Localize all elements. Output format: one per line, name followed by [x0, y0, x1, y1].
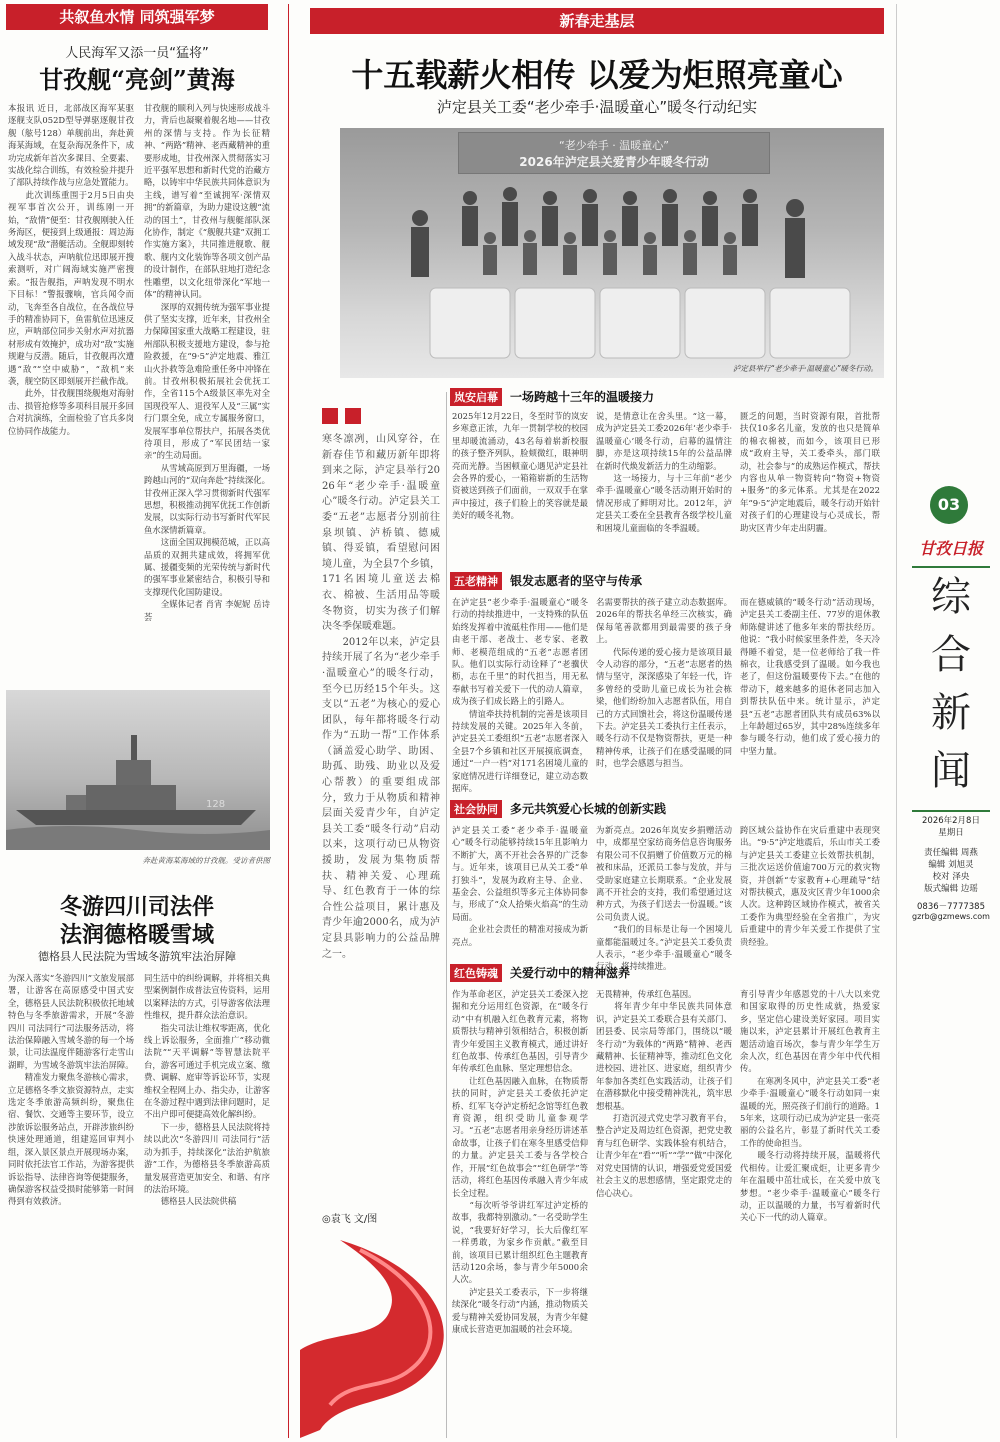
section-char-2: 合 [931, 632, 971, 678]
warship-icon [6, 690, 270, 850]
section-1-col3: 匮乏的问题，当时资源有限，首批帮扶仅10多名儿童，发放的也只是简单的棉衣棉被，而如今，该项目已形成“政府主导，关工委牵头，部门联动，社会参与”的成熟运作模式，帮扶内容也从单一物资转向“物资+物资+服务”的多元体系。尤其是在2022年“9·5”泸定地震后，暖冬行动开始针对孩子们的心理建设与心灵成长，帮助灾区青少年走出阴霾。 [740, 411, 880, 533]
left-divider [288, 4, 289, 1438]
issue-date: 2026年2月8日 [922, 816, 980, 826]
layout-credit: 编辑 刘旭灵 [928, 860, 974, 870]
section-1-title: 一场跨越十三年的温暖接力 [510, 390, 655, 404]
section-1-tag: 岚安启幕 [450, 388, 502, 406]
right-banner: 新春走基层 [310, 8, 884, 34]
section-4 [450, 962, 886, 982]
section-2-col2: 名需要帮扶的孩子建立动态数据库。2026年的帮扶名单经三次核实，确保每笔善款都用到最需要的孩子身上。 代际传递的爱心接力是该项目最令人动容的部分，“五老”志愿者的热情与坚守，深深感染了年轻一代，许多曾经的受助儿童已成长为社会栋梁，他们纷纷加入志愿者队伍，用自己的方式回馈社会，将这份温暖传递下去。泸定县关工委执行主任表示，暖冬行动不仅是物资帮扶，更是一种精神传承，让孩子们在感受温暖的同时，也学会感恩与担当。 [596, 597, 732, 769]
section-3-title: 多元共筑爱心长城的创新实践 [510, 802, 667, 816]
warship-photo [6, 690, 270, 850]
warship-caption: 奔赴黄海某海域的甘孜舰。受访者供图 [142, 856, 270, 865]
section-3-col1: 泸定县关工委“老少牵手·温暖童心”暖冬行动能够持续15年且影响力不断扩大，离不开社会各界的广泛参与。近年来，该项目已从关工委“单打独斗”，发展为政府主导、企业、基金会、公益组织等多元主体协同参与，形成了“众人拾柴火焰高”的生动局面。 企业社会责任的精准对接成为新亮点。 [452, 825, 588, 947]
section-char-4: 闻 [931, 748, 971, 794]
section-1 [450, 386, 886, 406]
section-4-title: 关爱行动中的精神滋养 [510, 966, 631, 980]
paper-name: 甘孜日报 [918, 539, 983, 558]
proofreader-credit: 校对 泽央 [932, 872, 970, 882]
left-headline2-line1: 冬游四川司法伴 [59, 894, 214, 920]
left-subhead: 人民海军又添一员“猛将” [65, 46, 209, 61]
main-subhead: 泸定县关工委“老少牵手·温暖童心”暖冬行动纪实 [436, 98, 758, 116]
newsroom-email[interactable]: gzrb@gzmews.com [912, 912, 990, 921]
section-4-col2: 无畏精神，传承红色基因。 将年青少年中华民族共同体意识，泸定县关工委联合县有关部门、团县委、民宗局等部门，围绕以“暖冬行动”为载体的“两路”精神、老西藏精神、长征精神等，推动红色文化进校园、进社区、进家庭，组织青少年参加各类红色实践活动，让孩子们在潜移默化中接受精神洗礼，筑牢思想根基。 打造沉浸式党史学习教育平台，整合泸定及周边红色资源，把党史教育与红色研学、实践体验有机结合，让青少年在“看”“听”“学”“做”中深化对党史国情的认识，增强爱党爱国爱社会主义的思想感情，坚定跟党走的信心决心。 [596, 989, 732, 1198]
left-banner: 共叙鱼水情 同筑强军梦 [6, 4, 268, 30]
page-number: 03 [930, 486, 968, 524]
lead-text: 寒冬凛冽，山风穿谷，在新春佳节和藏历新年即将到来之际，泸定县举行2026年“老少牵手·温暖童心”暖冬行动。泸定县关工委“五老”志愿者分别前往泉坝镇、泸桥镇、德威镇、得妥镇，看望慰问困境儿童，为全县7个乡镇，171名困境儿童送去棉衣、棉被、生活用品等暖冬物资，切实为孩子们解决冬季保暖难题。 2012年以来，泸定县持续开展了名为“老少牵手·温暖童心”的暖冬行动，至今已历经15个年头。这支以“五老”为核心的爱心团队，每年都将暖冬行动作为“五助一帮”工作体系（涵盖爱心助学、助困、助孤、助残、助业以及爱心帮教）的重要组成部分，致力于从物质和精神层面关爱青少年，自泸定县关工委“暖冬行动”启动以来，这项行动已从物资援助，发展为集物质帮扶、精神关爱、心理疏导、红色教育于一体的综合性公益项目，累计惠及青少年逾2000名，成为泸定县具影响力的公益品牌之一。 [322, 434, 440, 960]
editor-credit: 责任编辑 周燕 [924, 848, 978, 858]
section-name [912, 566, 990, 812]
section-2-col1: 在泸定县“老少牵手·温暖童心”暖冬行动的持续推进中，一支特殊的队伍始终发挥着中流砥柱作用——他们是由老干部、老战士、老专家、老教师、老模范组成的“五老”志愿者团队。他们以实际行动诠释了“老骥伏枥，志在千里”的时代担当，用无私奉献书写着关爱下一代的动人篇章，成为孩子们成长路上的引路人。 情谊牵扶持机制的完善是该项目持续发展的关键。2025年入冬前，泸定县关工委组织“五老”志愿者深入全县7个乡镇和社区开展摸底调查，通过“一户一档”对171名困境儿童的家庭情况进行详细登记，建立动态数据库。 [452, 597, 588, 794]
section-1-col1: 2025年12月22日，冬至时节的岚安乡寒意正浓，九年一贯制学校的校园里却暖流涌动，43名每着崭新校服的孩子整齐列队，脸颊微红，眼神明亮而光静。当困顿童心遇见泸定县社会各界的爱心，一箱箱崭新的生活物资被送到孩子们面前，一双双手在掌声中接过，孩子们脸上的笑容就是最美好的暖冬礼物。 [452, 411, 588, 521]
section-2-title: 银发志愿者的坚守与传承 [510, 574, 643, 588]
section-4-col3: 育引导青少年感恩党的十八大以来党和国家取得的历史性成就，热爱家乡，坚定信心建设美好家园。项目实施以来，泸定县累计开展红色教育主题活动逾百场次，参与青少年学生万余人次，红色基因在青少年中代代相传。 在寒冽冬风中，泸定县关工委“老少牵手·温暖童心”暖冬行动如同一束温暖的光，照亮孩子们前行的道路。15年来，这项行动已成为泸定县一张亮丽的公益名片，彰显了新时代关工委工作的使命担当。 暖冬行动将持续开展，温暖将代代相传。让爱汇聚成炬，让更多青少年在温暖中茁壮成长，在关爱中放飞梦想。“老少牵手·温暖童心”暖冬行动，正以温暖的力量，书写着新时代关心下一代的动人篇章。 [740, 989, 880, 1223]
left-article2-col2: 同生活中的纠纷调解，并将相关典型案例制作成普法宣传资料，运用以案释法的方式，引导游客依法理性维权，提升群众法治意识。 指尖司法让维权零距离，优化线上诉讼服务，全面推广“移动微法院”“天平调解”等智慧法院平台，游客可通过手机完成立案、缴费、调解、庭审等诉讼环节，实现维权全程网上办、指尖办，让游客在冬游过程中遇到法律问题时，足不出户即可便捷高效化解纠纷。 下一步，德格县人民法院将持续以此次“冬游四川 司法同行”活动为抓手，持续深化“法治护航旅游”工作，为德格县冬季旅游高质量发展营造更加安全、和谐、有序的法治环境。 德格县人民法院供稿 [144, 973, 270, 1207]
left-article2-col1: 为深入落实“冬游四川”文旅发展部署，让游客在高原感受中国式安全，德格县人民法院积极依托地域特色与冬季旅游需求，开展“冬游四川 司法同行”司法服务活动，将法治保障融入雪域冬游的每一个场景，让司法温度伴随游客行走雪山湖畔，为雪域冬游筑牢法治屏障。 精准发力聚焦冬游核心需求，立足德格冬季文旅资源特点，走实选定冬季旅游高频纠纷，聚焦住宿、餐饮、交通等主要环节，设立涉旅诉讼服务站点，开辟涉旅纠纷快速处理通道，组建巡回审判小组，深入景区景点开展现场办案，同时依托法官工作站，为游客提供诉讼指导、法律咨询等便捷服务，确保游客权益受损时能够第一时间得到有效救济。 [8, 973, 134, 1207]
section-char-3: 新 [931, 690, 971, 736]
left-subhead2: 德格县人民法院为雪域冬游筑牢法治屏障 [38, 950, 236, 963]
section-3 [450, 798, 886, 818]
group-photo-caption: 泸定县举行“老少牵手·温暖童心”暖冬行动。 [732, 364, 878, 373]
group-photo [340, 128, 884, 378]
section-3-col3: 跨区域公益协作在灾后重建中表现突出。“9·5”泸定地震后，乐山市关工委与泸定县关工委建立长效帮扶机制，三批次运送价值逾700万元的救灾物资，并创新“专家教育+心理疏导”结对帮扶模式，惠及灾区青少年1000余人次。这种跨区域协作模式，被省关工委作为典型经验在全省推广，为灾后重建中的青少年关爱工作提供了宝贵经验。 [740, 825, 880, 947]
section-4-tag: 红色铸魂 [450, 964, 502, 982]
section-4-col1: 作为革命老区，泸定县关工委深入挖掘和充分运用红色资源，在“暖冬行动”中有机融入红色教育元素，将物质帮扶与精神引领相结合，积极创新青少年爱国主义教育模式，通过讲好红色故事、传承红色基因，引导青少年传承红色血脉、坚定理想信念。 让红色基因融入血脉，在物质帮扶的同时，泸定县关工委依托泸定桥、红军飞夺泸定桥纪念馆等红色教育资源，组织受助儿童参观学习。“五老”志愿者用亲身经历讲述革命故事，让孩子们在寒冬里感受信仰的力量。泸定县关工委与各学校合作，开展“红色故事会”“红色研学”等活动，将红色基因传承融入青少年成长全过程。 “每次听爷爷讲红军过泸定桥的故事，我都特别激动。”一名受助学生说，“我要好好学习，长大后像红军一样勇敢，为家乡作贡献。”截至目前，该项目已累计组织红色主题教育活动120余场，参与青少年5000余人次。 泸定县关工委表示，下一步将继续深化“暖冬行动”内涵，推动物质关爱与精神关爱协同发展，为青少年健康成长营造更加温暖的社会环境。 [452, 989, 588, 1334]
left-headline: 甘孜舰“亮剑”黄海 [39, 65, 235, 94]
lead-red-marks [322, 408, 362, 426]
photo-sign-line2: 2026年泸定县关爱青少年暖冬行动 [519, 155, 709, 169]
svg-text:128: 128 [206, 799, 226, 810]
lead-divider [446, 392, 447, 1438]
section-2-col3: 而在德威镇的“暖冬行动”活动现场，泸定县关工委副主任、77岁的退休教师陈健讲述了他多年来的帮扶经历。他说：“我小时候家里条件差，冬天冷得睡不着觉，是一位老师给了我一件棉衣，让我感受到了温暖。如今我也老了，但这份温暖要传下去。”在他的带动下，越来越多的退休老同志加入到帮扶队伍中来。统计显示，泸定县“五老”志愿者团队共有成员63%以上年龄超过65岁，其中28%连续多年参与暖冬行动，他们成了爱心接力的中坚力量。 [740, 597, 880, 756]
section-3-col2: 为新亮点。2026年岚安乡捐赠活动中，成都星空家纺商务信息咨询服务有限公司不仅捐赠了价值数万元的棉被和床品，还派员工参与发放，并与受助家庭建立长期联系。“企业发展离不开社会的支持，我们希望通过这种方式，为孩子们送去一份温暖。”该公司负责人说。 “我们的目标是让每一个困境儿童都能温暖过冬。”泸定县关工委负责人表示，“老少牵手·温暖童心”暖冬行动，将持续推进。 [596, 825, 732, 972]
newsroom-phone: 0836－7777385 [917, 902, 985, 912]
people-group-icon [340, 128, 884, 378]
left-headline2-line2: 法润德格暖雪域 [59, 922, 214, 948]
left-article-col2: 甘孜舰的顺利入列与快速形成战斗力，背后也凝聚着舰名地——甘孜州的深情与支持。作为长征精神、“两路”精神、老西藏精神的重要形成地，甘孜州深入贯彻落实习近平强军思想和新时代党的治藏方略，以铸牢中华民族共同体意识为主线，谱写着“至诚拥军·深情双拥”的新篇章，为助力建设这艘“流动的国土”，甘孜州与舰艇部队深化协作，制定《“舰舰共建”双拥工作实施方案》，共同推进舰歌、舰歌、舰内文化装饰等各项文创产品的设计制作，在部队驻地打造纪念性雕塑，以文化纽带深化“军地一体”的精神认同。 深厚的双拥传统为强军事业提供了坚实支撑，近年来，甘孜州全力保障国家重大战略工程建设，驻州部队积极支援地方建设，参与抢险救援，在“9·5”泸定地震、雅江山火扑救等急难险重任务中冲锋在前。甘孜州积极拓展社会优抚工作，全省115个A级景区率先对全国现役军人、退役军人及“三属”实行门票全免，成立专属服务窗口，发展军事单位帮扶户，拓展各类优待项目，形成了“军民团结一家亲”的生动局面。 从雪域高原到万里海疆，一场跨越山河的“双向奔赴”持续深化。甘孜州正深入学习贯彻新时代强军思想，积极推动拥军优抚工作创新发展，以实际行动书写新时代军民鱼水深情新篇章。 这面全国双拥模范城，正以高品质的双拥共建成效，将拥军优属、援疆变频的光荣传统与新时代的强军事业紧密结合，积极引导和支撑现代化国防建设。 全媒体记者 肖宵 李妮妮 岳诗荟 [144, 103, 270, 622]
section-2-tag: 五老精神 [450, 572, 502, 590]
left-article-col1: 本报讯 近日，北部战区海军某驱逐舰支队052D型导弹驱逐舰甘孜舰（舷号128）单舰前出，奔赴黄海某海域，在复杂海况条件下，成功完成新年首次多课目、全要素、实战化综合训练，有效检验并提升了部队持续作战与应急处置能力。 此次训练重围于2月5日由央视军事首次公开，训练刚一开始，“敌情”便至：甘孜舰刚驶入任务海区，便接到上级通报：周边海域发现“敌”潜艇活动。全舰即刻转入战斗状态，声呐航位迅即展开搜索测听，对广阔海域实施严密搜索。“报告舰指，声呐发现不明水下目标！”警报骤响，官兵闻令而动，飞奔至各自战位，在各战位导手的精准协同下，鱼雷航位迅速反应，声呐部位同步关射水声对抗器材形成有效掩护，成功对“敌”实施规避与反潜。随后，甘孜舰再次遭遇“敌”“空中威胁”，“敌机”来袭，舰空防区即刻展开拦截作战。 此外，甘孜舰围绕舰炮对海射击、损管抢修等多项科目展开多回合对抗演练，全面检验了官兵多岗位协同作战能力。 [8, 103, 134, 436]
section-char-1: 综 [931, 574, 971, 620]
designer-credit: 版式编辑 边瑶 [924, 884, 978, 894]
masthead-divider [896, 4, 897, 1438]
photo-sign-line1: “老少牵手 · 温暖童心” [559, 139, 669, 152]
byline: ◎袁飞 文/图 [322, 1214, 378, 1225]
main-headline: 十五载薪火相传 以爱为炬照亮童心 [351, 56, 843, 94]
issue-weekday: 星期日 [938, 828, 964, 838]
section-1-col2: 说，是情意让在舍头里。“这一幕，成为泸定县关工委2026年‘老少牵手·温暖童心’暖冬行动，启幕的温情注脚，亦是这项持续15年的公益品牌在新时代焕发新活力的生动缩影。 这一场接力，与十三年前“老少牵手·温暖童心”暖冬活动刚开始时的情况形成了鲜明对比。2012年，泸定县关工委在全县教育各级学校儿童和困境儿童面临的冬季温暖。 [596, 411, 732, 533]
section-3-tag: 社会协同 [450, 800, 502, 818]
section-2 [450, 570, 886, 590]
